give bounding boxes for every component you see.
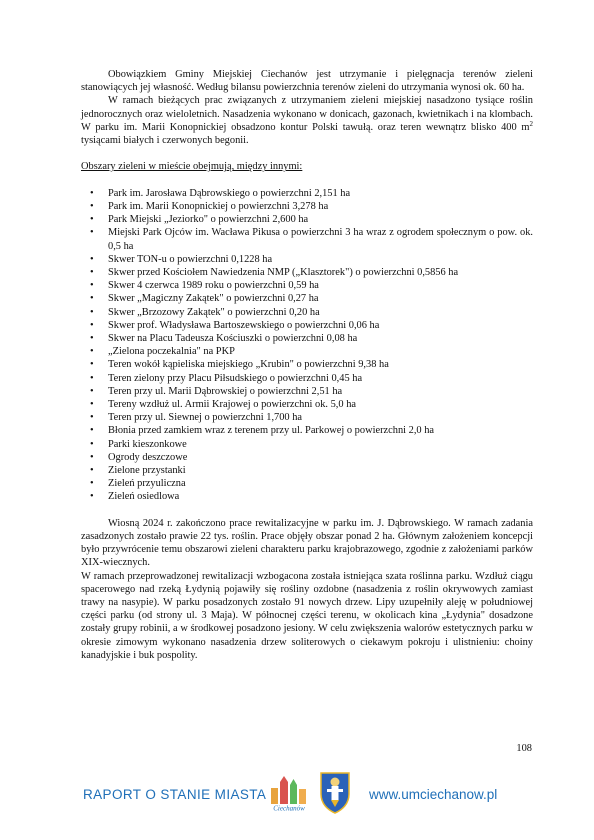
bullet-icon: • (90, 412, 94, 424)
area-item-text: Zieleń osiedlowa (108, 491, 180, 503)
website-link[interactable]: www.umciechanow.pl (369, 787, 498, 802)
bullet-icon: • (90, 214, 94, 226)
area-list-item (81, 345, 533, 358)
area-list-item (81, 187, 533, 200)
area-item-text: Teren wokół kąpieliska miejskiego „Krubin" o powierzchni 9,38 ha (108, 359, 389, 371)
area-item-text: Tereny wzdłuż ul. Armii Krajowej o powierzchni ok. 5,0 ha (108, 399, 356, 411)
area-item-text: Błonia przed zamkiem wraz z terenem przy ul. Parkowej o powierzchni 2,0 ha (108, 425, 435, 437)
bullet-icon: • (90, 333, 94, 345)
bullet-icon: • (90, 267, 94, 279)
footer (0, 770, 594, 820)
bullet-icon: • (90, 306, 94, 318)
area-list-item (81, 424, 533, 437)
area-item-text: Park im. Marii Konopnickiej o powierzchni 3,278 ha (108, 201, 329, 212)
area-list-item (81, 213, 533, 226)
bullet-icon: • (90, 359, 94, 371)
area-list-item (81, 319, 533, 332)
area-item-text: Skwer na Placu Tadeusza Kościuszki o powierzchni 0,08 ha (108, 333, 358, 345)
bullet-icon: • (90, 227, 94, 239)
area-list-item (81, 398, 533, 411)
area-item-text: Skwer 4 czerwca 1989 roku o powierzchni 0,59 ha (108, 280, 319, 292)
area-item-text: Skwer „Magiczny Zakątek" o powierzchni 0,27 ha (108, 293, 319, 305)
area-item-text: Skwer przed Kościołem Nawiedzenia NMP („Klasztorek") o powierzchni 0,5856 ha (108, 267, 459, 279)
bullet-icon: • (90, 372, 94, 384)
bullet-icon: • (90, 346, 94, 358)
area-list-item (81, 253, 533, 266)
areas-heading: Obszary zieleni w mieście obejmują, między innymi: (81, 161, 303, 173)
area-item-text: Ogrody deszczowe (108, 451, 188, 463)
bullet-icon: • (90, 201, 94, 212)
area-list-item (81, 292, 533, 305)
area-item-text: Skwer „Brzozowy Zakątek" o powierzchni 0,20 ha (108, 306, 320, 318)
bullet-icon: • (90, 465, 94, 477)
coat-of-arms-icon (318, 770, 352, 814)
area-item-text: Skwer TON-u o powierzchni 0,1228 ha (108, 253, 273, 265)
area-item-text: Teren przy ul. Siewnej o powierzchni 1,700 ha (108, 412, 303, 424)
area-list-item (81, 464, 533, 477)
area-list-item (81, 200, 533, 213)
bullet-icon: • (90, 478, 94, 490)
area-list-item (81, 451, 533, 464)
area-item-text: Zieleń przyuliczna (108, 478, 186, 490)
area-list-item (81, 306, 533, 319)
bullet-icon: • (90, 438, 94, 450)
area-list-item (81, 266, 533, 279)
area-item-text: Miejski Park Ojców im. Wacława Pikusa o powierzchni 3 ha wraz z ogrodem społecznym o pow. ok. 0,5 ha (108, 227, 533, 252)
bullet-icon: • (90, 253, 94, 265)
area-item-text: „Zielona poczekalnia" na PKP (108, 346, 235, 358)
bullet-icon: • (90, 385, 94, 397)
areas-list (81, 187, 533, 504)
area-item-text: Park Miejski „Jeziorko" o powierzchni 2,600 ha (108, 214, 309, 226)
area-list-item (81, 279, 533, 292)
city-logo-icon (268, 774, 310, 812)
area-list-item (81, 490, 533, 503)
area-item-text: Teren przy ul. Marii Dąbrowskiej o powierzchni 2,51 ha (108, 385, 343, 397)
intro-paragraph-1: Obowiązkiem Gminy Miejskiej Ciechanów jest utrzymanie i pielęgnacja terenów zieleni stanowiących jej własność. Według bilansu powierzchnia terenów zieleni do utrzymania wynosi ok. 60 ha. (81, 69, 533, 94)
report-title: RAPORT O STANIE MIASTA (83, 787, 267, 802)
logo-text: Ciechanów (273, 804, 305, 812)
bullet-icon: • (90, 293, 94, 305)
area-list-item (81, 477, 533, 490)
revitalization-paragraph-2: W ramach przeprowadzonej rewitalizacji wzbogacona została istniejąca szata roślinna parku. Wzdłuż ciągu spacerowego nad rzeką Łydynią pojawiły się rośliny ozdobne (nasadzenia z roślin okrywowych zamiast trawy na nasypie). W parku posadzonych zostało 91 nowych drzew. Lipy uzupełniły aleję w południowej części parku (od strony ul. 3 Maja). W północnej części terenu, w okolicach kina „Łydynia" dosadzone zostały grupy robinii, a w środkowej posadzono jesiony. W celu zwiększenia walorów estetycznych parku w okresie zimowym wykonano nasadzenia drzew soliterowych o ciekawym pokroju i ulistnieniu: choiny kanadyjskie i buk pospolity. (81, 570, 533, 661)
area-list-item (81, 226, 533, 252)
area-item-text: Parki kieszonkowe (108, 438, 187, 450)
bullet-icon: • (90, 491, 94, 503)
area-item-text: Zielone przystanki (108, 465, 186, 477)
page-number: 108 (516, 743, 532, 754)
bullet-icon: • (90, 280, 94, 292)
bullet-icon: • (90, 451, 94, 463)
area-list-item (81, 385, 533, 398)
bullet-icon: • (90, 187, 94, 199)
area-item-text: Park im. Jarosława Dąbrowskiego o powierzchni 2,151 ha (108, 187, 351, 199)
area-list-item (81, 438, 533, 451)
revitalization-paragraph-1: Wiosną 2024 r. zakończono prace rewitalizacyjne w parku im. J. Dąbrowskiego. W ramach zadania zasadzonych zostało prawie 22 tys. roślin. Prace objęły obszar ponad 2 ha. Głównym założeniem koncepcji było przywrócenie temu obszarowi zieleni charakteru parku krajobrazowego, zgodnie z założeniami parków XIX-wiecznych. (81, 517, 533, 569)
bullet-icon: • (90, 319, 94, 331)
body-text (81, 68, 533, 662)
area-item-text: Teren zielony przy Placu Piłsudskiego o powierzchni 0,45 ha (108, 372, 363, 384)
bullet-icon: • (90, 399, 94, 411)
area-list-item (81, 372, 533, 385)
intro-paragraph-2 (81, 94, 533, 147)
bullet-icon: • (90, 425, 94, 437)
area-list-item (81, 358, 533, 371)
area-list-item (81, 332, 533, 345)
area-item-text: Skwer prof. Władysława Bartoszewskiego o powierzchni 0,06 ha (108, 319, 380, 331)
intro-paragraph-2-end: tysiącami białych i czerwonych begonii. (81, 135, 249, 147)
area-list-item (81, 411, 533, 424)
superscript: 2 (529, 119, 533, 128)
intro-paragraph-2-text: W ramach bieżących prac związanych z utrzymaniem zieleni miejskiej nasadzono tysiące roślin jednorocznych oraz wieloletnich. Nasadzenia wykonano w donicach, gazonach, kwietnikach i na klombach. W parku im. Marii Konopnickiej obsadzono kontur Polski tawułą. oraz teren wewnątrz blisko 400 m (81, 95, 533, 133)
